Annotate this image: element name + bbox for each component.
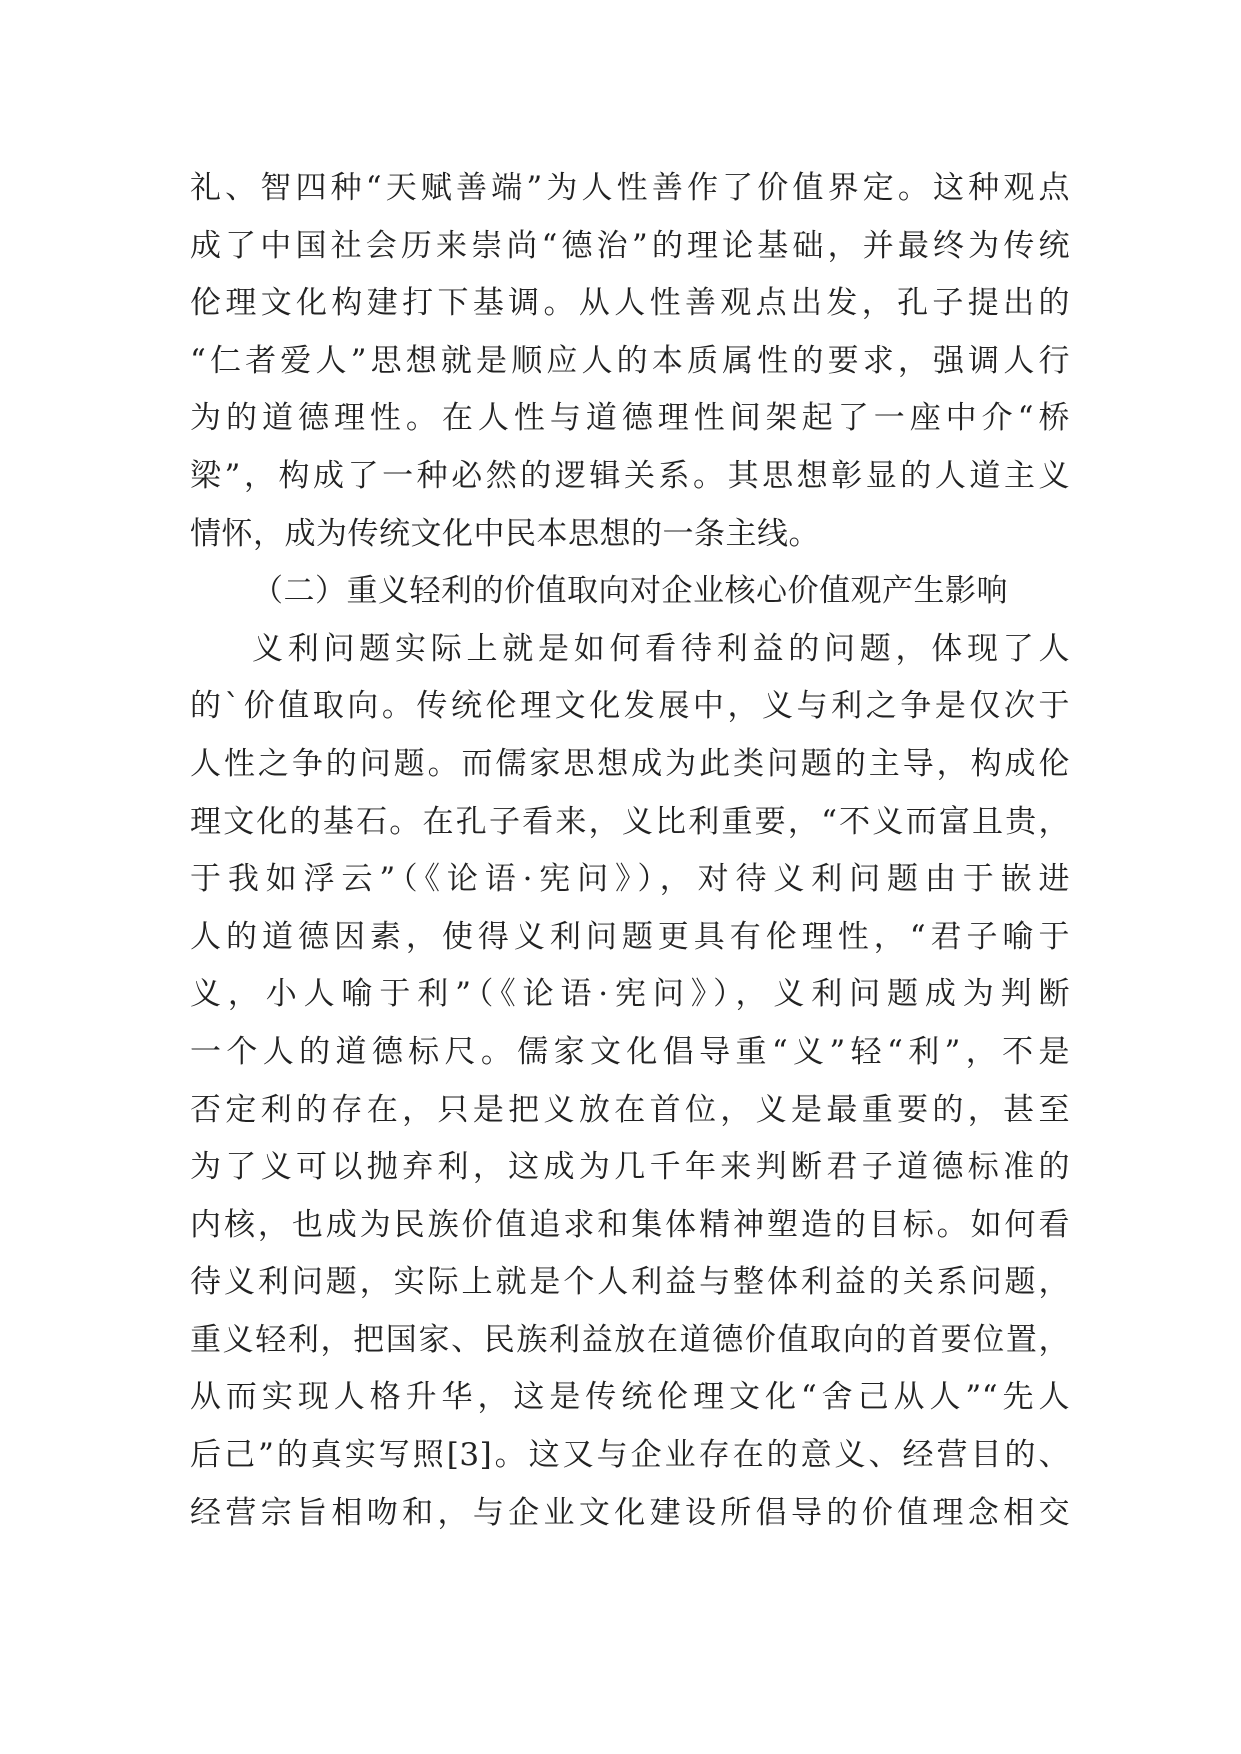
text-line: 为的道德理性。在人性与道德理性间架起了一座中介“桥 — [190, 400, 1070, 437]
text-line: 成了中国社会历来崇尚“德治”的理论基础，并最终为传统 — [190, 227, 1070, 264]
text-line: 从而实现人格升华，这是传统伦理文化“舍己从人”“先人 — [190, 1379, 1070, 1416]
text-line: 情怀，成为传统文化中民本思想的一条主线。 — [190, 515, 820, 552]
text-line: 后己”的真实写照[3]。这又与企业存在的意义、经营目的、 — [190, 1437, 1070, 1474]
text-line: 否定利的存在，只是把义放在首位，义是最重要的，甚至 — [190, 1091, 1070, 1128]
text-line: 待义利问题，实际上就是个人利益与整体利益的关系问题， — [190, 1264, 1070, 1301]
text-line: 理文化的基石。在孔子看来，义比利重要，“不义而富且贵， — [190, 803, 1070, 840]
text-line: 伦理文化构建打下基调。从人性善观点出发，孔子提出的 — [190, 285, 1070, 322]
text-line: 义，小人喻于利”（《论语·宪问》），义利问题成为判断 — [190, 976, 1070, 1013]
text-line: 经营宗旨相吻和，与企业文化建设所倡导的价值理念相交 — [190, 1494, 1070, 1531]
text-line: “仁者爱人”思想就是顺应人的本质属性的要求，强调人行 — [190, 342, 1070, 379]
text-line: 一个人的道德标尺。儒家文化倡导重“义”轻“利”，不是 — [190, 1033, 1070, 1070]
text-line: 的`价值取向。传统伦理文化发展中，义与利之争是仅次于 — [190, 688, 1070, 725]
text-line: 人性之争的问题。而儒家思想成为此类问题的主导，构成伦 — [190, 745, 1070, 782]
text-line: 内核，也成为民族价值追求和集体精神塑造的目标。如何看 — [190, 1206, 1070, 1243]
text-line: 人的道德因素，使得义利问题更具有伦理性，“君子喻于 — [190, 918, 1070, 955]
text-line: 梁”，构成了一种必然的逻辑关系。其思想彰显的人道主义 — [190, 457, 1070, 494]
text-line: 重义轻利，把国家、民族利益放在道德价值取向的首要位置， — [190, 1321, 1070, 1358]
document-body — [190, 160, 1070, 1542]
text-line: 于我如浮云”（《论语·宪问》），对待义利问题由于嵌进 — [190, 861, 1070, 898]
text-line: 为了义可以抛弃利，这成为几千年来判断君子道德标准的 — [190, 1149, 1070, 1186]
text-line: 义利问题实际上就是如何看待利益的问题，体现了人 — [252, 630, 1070, 667]
section-heading: （二）重义轻利的价值取向对企业核心价值观产生影响 — [252, 573, 1008, 610]
text-line: 礼、智四种“天赋善端”为人性善作了价值界定。这种观点 — [190, 170, 1070, 206]
